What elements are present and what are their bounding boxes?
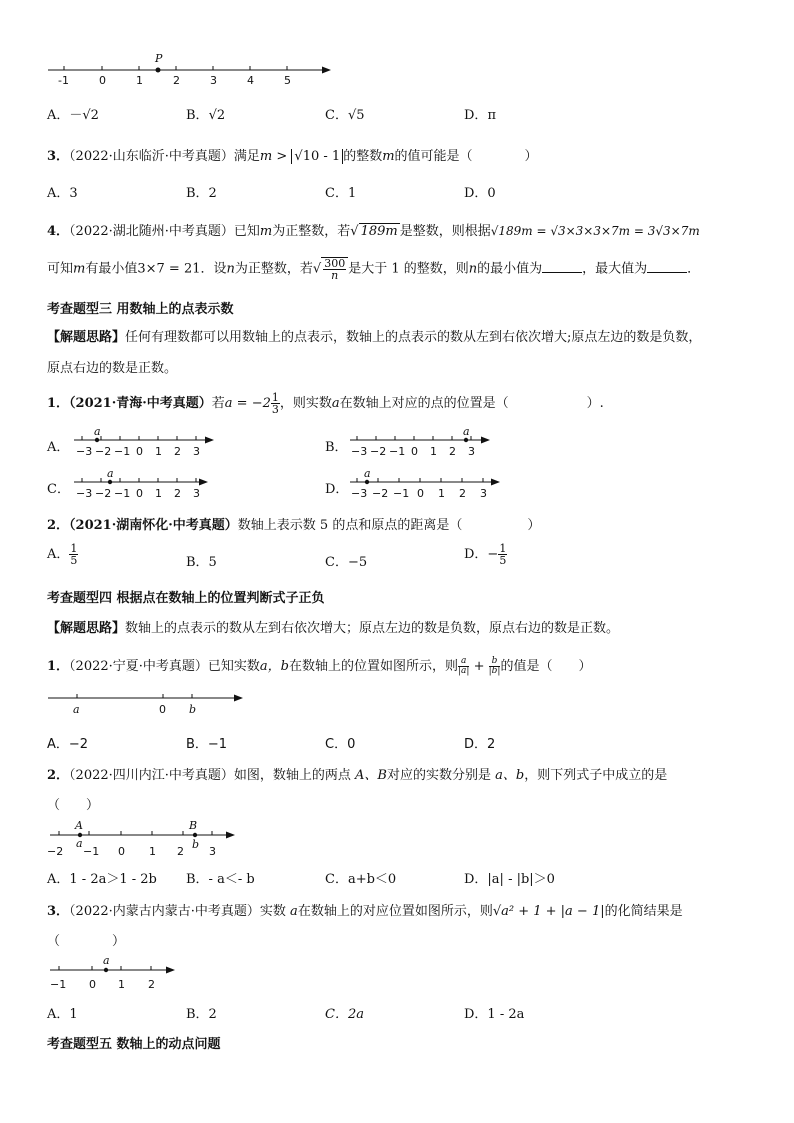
option-c[interactable]: C．1 [325,186,357,201]
question-text: 若 [211,396,225,411]
tick-label: 0 [411,445,418,458]
tick-label: 3 [468,445,475,458]
question-text: > [272,149,292,164]
tick-label: −2 [47,845,64,858]
section-title: 考查题型五 数轴上的动点问题 [47,1037,221,1052]
tick-label: 2 [177,845,184,858]
question-source: （2021·青海·中考真题） [69,396,212,411]
question-source: （2022·四川内江·中考真题） [69,768,234,783]
point-p-label: P [155,52,163,65]
var-n: n [468,261,478,277]
point-label: A [75,819,83,832]
answer-paren[interactable]: （ ） [47,934,126,949]
option-c[interactable]: C．a+b＜0 [325,872,397,887]
question-number: 2． [47,768,70,783]
option-c[interactable]: C．−5 [325,555,368,570]
option-c[interactable]: C．0 [325,737,356,752]
numerator: a [458,657,469,667]
point-label: a [364,467,371,480]
numerator: 1 [499,542,507,555]
section-title: 考查题型四 根据点在数轴上的位置判断式子正负 [47,591,325,606]
question-text: 已知 [233,224,260,239]
math-expression: √189m = √3×3×3×7m = 3√3×7m [490,224,700,238]
question-number: 3． [47,904,70,919]
operator: + [469,659,489,674]
point-label: a [73,703,80,716]
question-text: 的整数 [343,149,383,164]
numerator: b [489,657,501,667]
question-text: 有最小值 [85,261,138,277]
option-b[interactable]: B．2 [186,1007,217,1022]
option-a[interactable]: A．1 - 2a＞1 - 2b [47,872,157,887]
tick-label: 1 [430,445,437,458]
math-expression: A、B [355,768,387,783]
tick-label: 3 [193,487,200,500]
point-label: b [192,838,200,851]
var-m: m [382,149,395,164]
question-text: 数轴上表示数 5 的点和原点的距离是（ ） [237,518,541,533]
option-d[interactable]: D．2 [464,737,496,752]
tick-label: −1 [114,445,131,458]
question-number: 4． [47,224,70,239]
tick-label: 0 [89,978,96,991]
point-label: a [94,425,101,438]
tick-label: −1 [114,487,131,500]
tick-label: 3 [480,487,487,500]
question-text: 在数轴上的位置如图所示，则 [289,659,459,674]
option-value: √2 [208,108,226,123]
numerator: 300 [324,257,346,270]
question-source: （2022·宁夏·中考真题） [69,659,208,674]
tick-label: 0 [136,445,143,458]
question-text: 如图，数轴上的两点 [233,768,356,783]
option-letter[interactable]: B． [325,440,348,455]
denominator: |b| [488,666,501,676]
tick-label: 2 [174,445,181,458]
numerator: 1 [271,391,279,404]
math-expression: a、b [495,768,525,783]
denominator: 3 [271,403,279,416]
option-d[interactable]: D．0 [464,186,496,201]
question-text: 实数 [259,904,291,919]
point-label: a [76,837,83,850]
tick-label: 0 [159,703,166,716]
question-text: 已知实数 [207,659,260,674]
tick-label: −2 [95,487,112,500]
option-letter: D．− [464,547,499,562]
tip-label: 【解题思路】 [47,330,126,345]
tick-label: 1 [118,978,125,991]
question-source: （2022·湖北随州·中考真题） [69,224,234,239]
tick-label: −3 [76,487,93,500]
var-m: m [73,261,86,277]
tick-label: 2 [459,487,466,500]
tick-label: 3 [193,445,200,458]
question-text: 为正整数，若 [234,261,313,277]
question-text: 在数轴上对应的点的位置是（ ）. [339,396,604,411]
question-number: 1． [47,396,70,411]
question-source: （2021·湖南怀化·中考真题） [69,518,238,533]
var-m: m [259,149,273,164]
var-a: a [290,904,298,919]
question-text: 是整数，则根据 [399,224,491,239]
option-letter: A． [47,108,70,123]
option-b[interactable]: B．−1 [186,737,228,752]
question-text: 可知 [47,261,74,277]
option-letter: A． [47,547,70,562]
math-expression: 3×7 = 21 [137,261,201,277]
math-expression: a = −2 [224,396,271,411]
tip-text: 原点右边的数是正数。 [47,361,178,376]
answer-paren[interactable]: （ ） [47,798,100,813]
abs-expression: √10 - 1 [291,149,343,164]
tick-label: 0 [99,74,106,87]
option-letter[interactable]: A． [47,440,70,455]
tick-label: 0 [136,487,143,500]
question-source: （2022·山东临沂·中考真题） [69,149,234,164]
tick-label: 4 [247,74,254,87]
option-letter: D． [464,108,488,123]
point-label: a [103,954,110,967]
point-label: a [107,467,114,480]
tick-label: 3 [210,74,217,87]
question-text: 的值是（ ） [500,659,592,674]
tick-label: 1 [438,487,445,500]
tip-label: 【解题思路】 [47,621,126,636]
option-value: －√2 [69,108,99,123]
denominator: n [331,269,339,282]
tick-label: −2 [95,445,112,458]
radicand: 189m [360,224,398,239]
tick-label: 2 [174,487,181,500]
option-a[interactable]: A．1 [47,1007,78,1022]
tick-label: 1 [155,445,162,458]
option-d[interactable]: D．|a| - |b|＞0 [464,872,555,887]
question-text: ． [687,261,701,277]
denominator: |a| [458,666,470,676]
tick-label: 1 [155,487,162,500]
option-d[interactable]: D．1 - 2a [464,1007,525,1022]
var-m: m [259,224,273,239]
question-number: 2． [47,518,70,533]
point-label: b [189,703,197,716]
tick-label: 2 [449,445,456,458]
tick-label: −2 [370,445,387,458]
option-letter[interactable]: C． [47,482,70,497]
tick-label: 2 [148,978,155,991]
tip-text: 任何有理数都可以用数轴上的点表示，数轴上的点表示的数从左到右依次增大;原点左边的数是负数， [125,330,702,345]
tick-label: 2 [173,74,180,87]
question-number: 1． [47,659,70,674]
question-4: 4．（2022·湖北随州·中考真题）已知m为正整数，若√ 189m 是整数，则根据√189m = √3×3×3×7m = 3√3×7m [47,224,700,239]
numerator: 1 [70,542,78,555]
tick-label: -1 [58,74,69,87]
tick-label: 5 [284,74,291,87]
option-value: π [487,108,496,123]
question-text: 为正整数，若 [272,224,351,239]
tick-label: 1 [149,845,156,858]
option-value: √5 [347,108,365,123]
option-letter: B． [186,108,209,123]
question-text: 的值可能是（ ） [394,149,538,164]
option-letter[interactable]: D． [325,482,349,497]
question-4-line2: 可知m有最小值3×7 = 21．设n为正整数，若√ $\frac{300}{n}$ 是大于 1 的整数，则n的最小值为 ，最大值为 ． [47,257,701,282]
var-a: a [331,396,340,411]
option-b[interactable]: B．5 [186,555,217,570]
option-a[interactable]: A．3 [47,186,78,201]
tick-label: −3 [351,445,368,458]
question-text: ．设 [200,261,227,277]
tick-label: −1 [83,845,100,858]
question-number: 3． [47,149,70,164]
question-text: 是大于 1 的整数，则 [348,261,469,277]
point-label: B [189,819,198,832]
question-text: 的化简结果是 [604,904,683,919]
tick-label: 0 [118,845,125,858]
tick-label: −1 [389,445,406,458]
option-letter: C． [325,108,348,123]
option-b[interactable]: B．- a＜- b [186,872,255,887]
var-n: n [226,261,235,277]
question-source: （2022·内蒙古内蒙古·中考真题） [69,904,260,919]
section-title: 考查题型三 用数轴上的点表示数 [47,302,234,317]
question-text: 的最小值为 [477,261,543,277]
tick-label: 3 [209,845,216,858]
question-text: ，则实数 [279,396,332,411]
question-text: 满足 [233,149,260,164]
question-text: ，最大值为 [582,261,648,277]
tick-label: −1 [50,978,67,991]
math-expression: a，b [259,659,289,674]
tick-label: −2 [372,487,389,500]
tip-text: 数轴上的点表示的数从左到右依次增大；原点左边的数是负数，原点右边的数是正数。 [125,621,620,636]
denominator: 5 [499,554,507,567]
tick-label: −1 [393,487,410,500]
option-b[interactable]: B．2 [186,186,217,201]
option-c[interactable]: C．2a [325,1007,364,1022]
question-text: 对应的实数分别是 [387,768,496,783]
tick-label: −3 [76,445,93,458]
option-a[interactable]: A．−2 [47,737,89,752]
tick-label: −3 [351,487,368,500]
tick-label: 1 [136,74,143,87]
question-text: 在数轴上的对应位置如图所示，则 [297,904,493,919]
point-label: a [463,425,470,438]
math-expression: √a² + 1 + |a − 1| [492,904,605,919]
denominator: 5 [70,554,78,567]
question-text: ，则下列式子中成立的是 [524,768,668,783]
tick-label: 0 [417,487,424,500]
